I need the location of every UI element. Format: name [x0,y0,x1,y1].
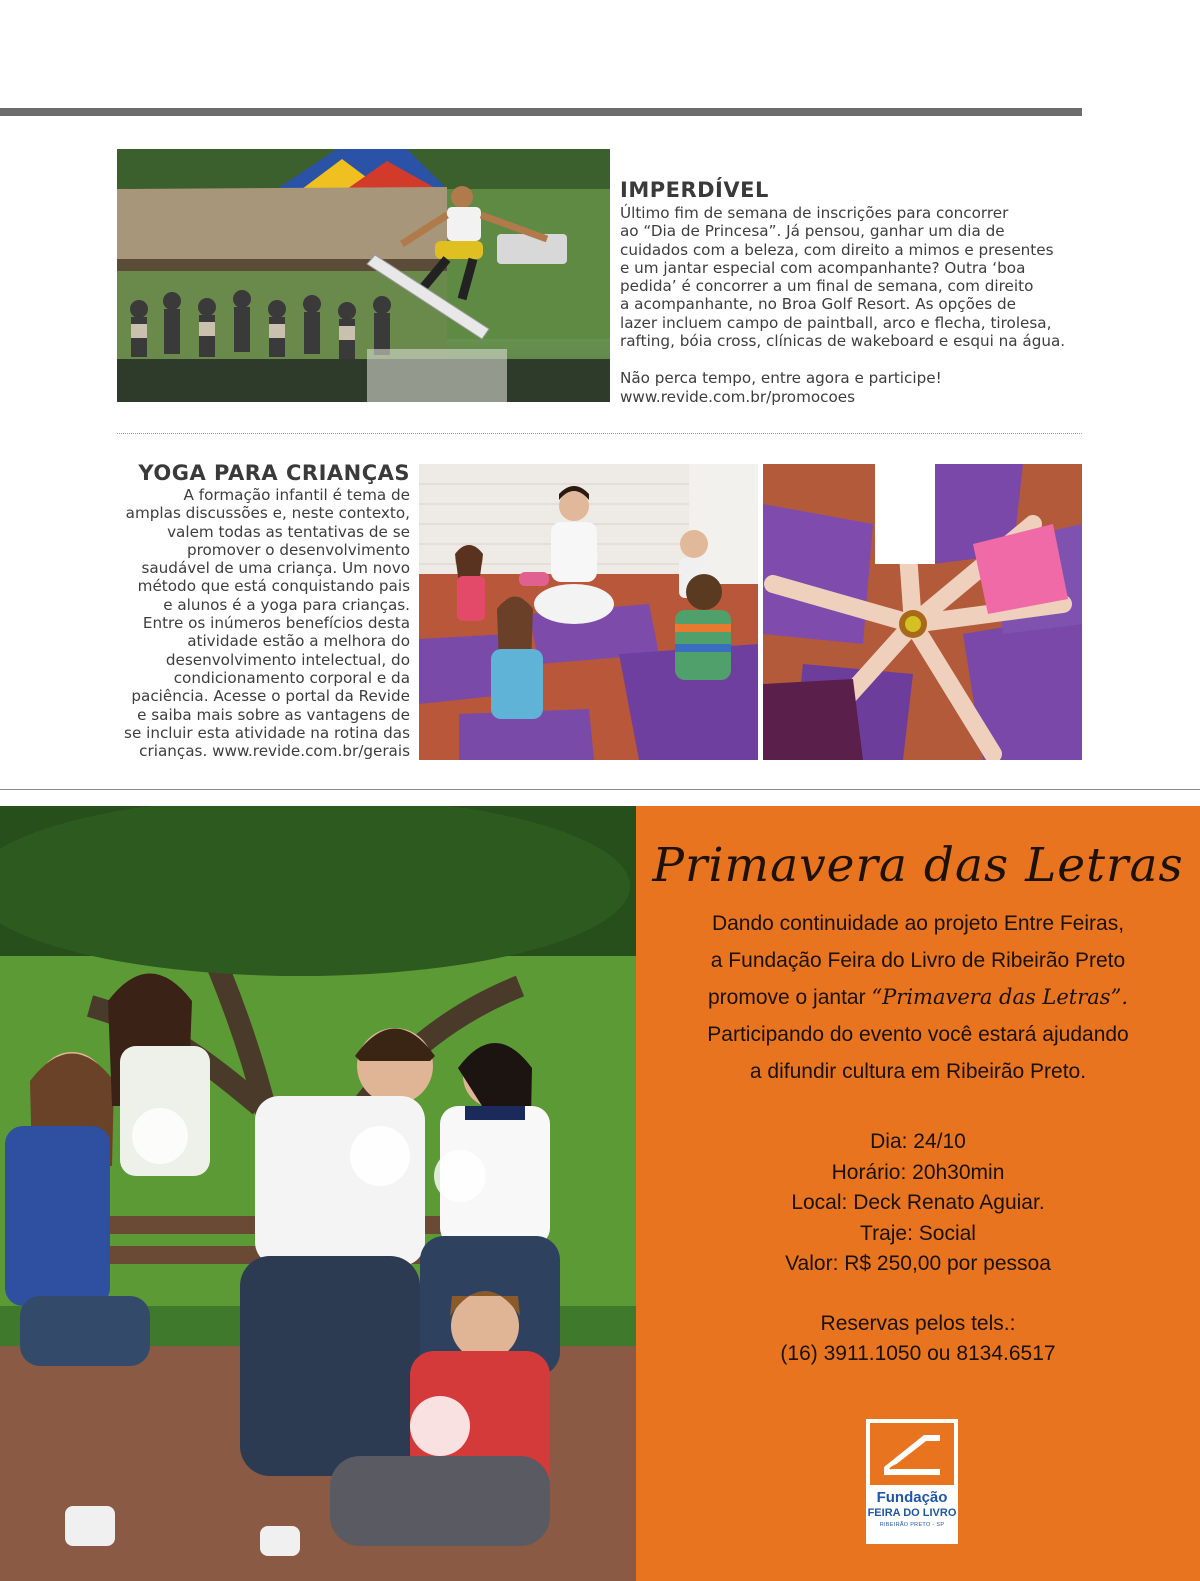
yoga-body-line: valem todas as tentativas de se [167,522,410,541]
reservations-label: Reservas pelos tels.: [820,1312,1016,1335]
imperdivel-body-line: pedida’ é concorrer a um final de semana, com direito [620,277,1034,296]
yoga-body-line: crianças. www.revide.com.br/gerais [139,742,410,761]
promo-detail-dress: Traje: Social [860,1221,976,1245]
yoga-circle-photo [763,464,1082,760]
promo-intro-line: Participando do evento você estará ajudando [707,1023,1129,1046]
yoga-body-line: promover o desenvolvimento [186,540,410,559]
promo-detail-price: Valor: R$ 250,00 por pessoa [785,1252,1051,1275]
imperdivel-body-line: rafting, bóia cross, clínicas de wakeboard e esqui na água. [620,332,1066,351]
imperdivel-url-link[interactable]: www.revide.com.br/promocoes [620,388,856,406]
yoga-body-line: desenvolvimento intelectual, do [165,650,410,669]
promo-intro-event-name: “Primavera das Letras”. [871,985,1128,1009]
promo-intro-line [636,979,1200,1016]
yoga-heading: YOGA PARA CRIANÇAS [138,461,410,485]
yoga-body-line: condicionamento corporal e da [173,668,410,687]
yoga-body-line: atividade estão a melhora do [187,632,410,651]
reservations-phones[interactable]: (16) 3911.1050 ou 8134.6517 [780,1342,1056,1365]
logo-text-feira: FEIRA DO LIVRO [867,1507,957,1519]
section-divider [0,789,1200,790]
yoga-body-line: A formação infantil é tema de [183,486,410,504]
promo-title: Primavera das Letras [652,838,1184,893]
promo-detail-location: Local: Deck Renato Aguiar. [791,1191,1045,1214]
yoga-body-line: Entre os inúmeros benefícios desta [142,614,410,633]
logo-text-city: RIBEIRÃO PRETO - SP [879,1522,945,1528]
imperdivel-body [620,204,1085,350]
imperdivel-body-line: Último fim de semana de inscrições para concorrer [620,204,1009,222]
wakeboard-photo [117,149,610,402]
imperdivel-body-line: cuidados com a beleza, com direito a mimos e presentes [620,240,1054,259]
yoga-body-line: método que está conquistando pais [137,577,410,596]
imperdivel-heading: IMPERDÍVEL [620,178,769,202]
promo-details [636,1127,1200,1280]
imperdivel-body-line: lazer incluem campo de paintball, arco e flecha, tirolesa, [620,313,1052,332]
yoga-body-line: saudável de uma criança. Um novo [141,559,410,578]
promo-intro-prefix: promove o jantar [708,986,866,1009]
yoga-body [118,486,410,760]
imperdivel-cta [620,369,1085,407]
promo-contact [636,1309,1200,1369]
imperdivel-body-line: e um jantar especial com acompanhante? Outra ‘boa [620,258,1026,277]
promo-intro-line: a Fundação Feira do Livro de Ribeirão Preto [710,949,1126,972]
dotted-divider [117,433,1082,434]
yoga-body-line: amplas discussões e, neste contexto, [125,504,410,523]
students-reading-photo [0,806,636,1581]
promo-intro-line: a difundir cultura em Ribeirão Preto. [749,1060,1087,1083]
promo-detail-date: Dia: 24/10 [870,1130,966,1153]
logo-text-fundacao: Fundação [876,1489,948,1506]
promo-detail-time: Horário: 20h30min [831,1160,1005,1184]
yoga-body-line: paciência. Acesse o portal da Revide [131,687,410,706]
yoga-class-photo [419,464,758,760]
yoga-body-line: e saiba mais sobre as vantagens de [137,705,410,724]
top-divider [0,108,1082,116]
promo-intro [636,905,1200,1090]
promo-intro-line: Dando continuidade ao projeto Entre Feiras, [711,912,1125,935]
imperdivel-body-line: a acompanhante, no Broa Golf Resort. As opções de [620,295,1016,314]
imperdivel-cta-text: Não perca tempo, entre agora e participe! [620,369,942,387]
imperdivel-body-line: ao “Dia de Princesa”. Já pensou, ganhar um dia de [620,222,1005,241]
book-logo-icon [866,1419,958,1489]
yoga-body-line: e alunos é a yoga para crianças. [163,595,410,614]
yoga-body-line: se incluir esta atividade na rotina das [124,723,410,742]
